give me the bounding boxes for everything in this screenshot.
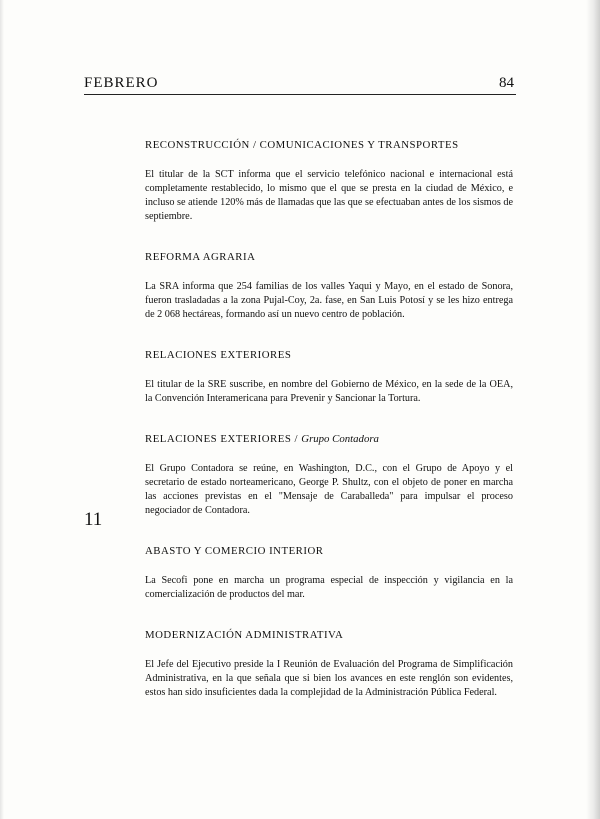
- running-header-month: FEBRERO: [84, 75, 159, 91]
- entry-heading-text: ABASTO Y COMERCIO INTERIOR: [145, 545, 324, 557]
- entry-body: La SRA informa que 254 familias de los valles Yaqui y Mayo, en el estado de Sonora, fueron trasladadas a la zona Pujal-Coy, 2a. fase, en San Luis Potosí y se les hizo entrega de 2 068 hectáreas, formando así un nuevo centro de población.: [145, 281, 513, 320]
- scan-edge-left: [0, 0, 4, 819]
- day-marker: 11: [84, 509, 103, 530]
- entry-modernizacion: [145, 628, 513, 700]
- entry-heading: [145, 250, 513, 264]
- entry-heading: [145, 138, 513, 152]
- entry-heading: [145, 544, 513, 558]
- entry-abasto: [145, 544, 513, 602]
- entry-heading-text: MODERNIZACIÓN ADMINISTRATIVA: [145, 629, 344, 641]
- entry-body: El titular de la SRE suscribe, en nombre del Gobierno de México, en la sede de la OEA, la Convención Interamericana para Prevenir y Sancionar la Tortura.: [145, 379, 513, 404]
- entry-heading: [145, 628, 513, 642]
- entry-heading-text: REFORMA AGRARIA: [145, 251, 256, 263]
- entry-heading-text: RECONSTRUCCIÓN / COMUNICACIONES Y TRANSPORTES: [145, 139, 459, 151]
- entry-heading-text: RELACIONES EXTERIORES /: [145, 433, 302, 445]
- entry-relaciones-exteriores-contadora: [145, 432, 513, 518]
- entry-body: El Jefe del Ejecutivo preside la I Reunión de Evaluación del Programa de Simplificación Administrativa, en la que señala que si bien los avances en este renglón son evidentes, estos han sido insuficientes dada la complejidad de la Administración Pública Federal.: [145, 659, 513, 698]
- entry-heading: [145, 432, 513, 446]
- entries-column: [145, 138, 513, 726]
- header-rule: [84, 94, 516, 95]
- scan-edge-right: [586, 0, 600, 819]
- entry-reconstruccion: [145, 138, 513, 224]
- entry-heading-text: RELACIONES EXTERIORES: [145, 349, 292, 361]
- entry-heading: [145, 348, 513, 362]
- entry-relaciones-exteriores: [145, 348, 513, 406]
- entry-subheading: Grupo Contadora: [301, 433, 379, 445]
- entry-body: El Grupo Contadora se reúne, en Washington, D.C., con el Grupo de Apoyo y el secretario de estado norteamericano, George P. Shultz, con el objeto de poner en marcha las acciones previstas en el "Mensaje de Caraballeda" para impulsar el proceso negociador de Contadora.: [145, 463, 513, 516]
- page-number: 84: [499, 75, 514, 91]
- entry-body: La Secofi pone en marcha un programa especial de inspección y vigilancia en la comercialización de productos del mar.: [145, 575, 513, 600]
- entry-reforma-agraria: [145, 250, 513, 322]
- entry-body: El titular de la SCT informa que el servicio telefónico nacional e internacional está completamente restablecido, lo mismo que el que se presta en la ciudad de México, e incluso se atiende 120% más de llamadas que las que se efectuaban antes de los sismos de septiembre.: [145, 169, 513, 222]
